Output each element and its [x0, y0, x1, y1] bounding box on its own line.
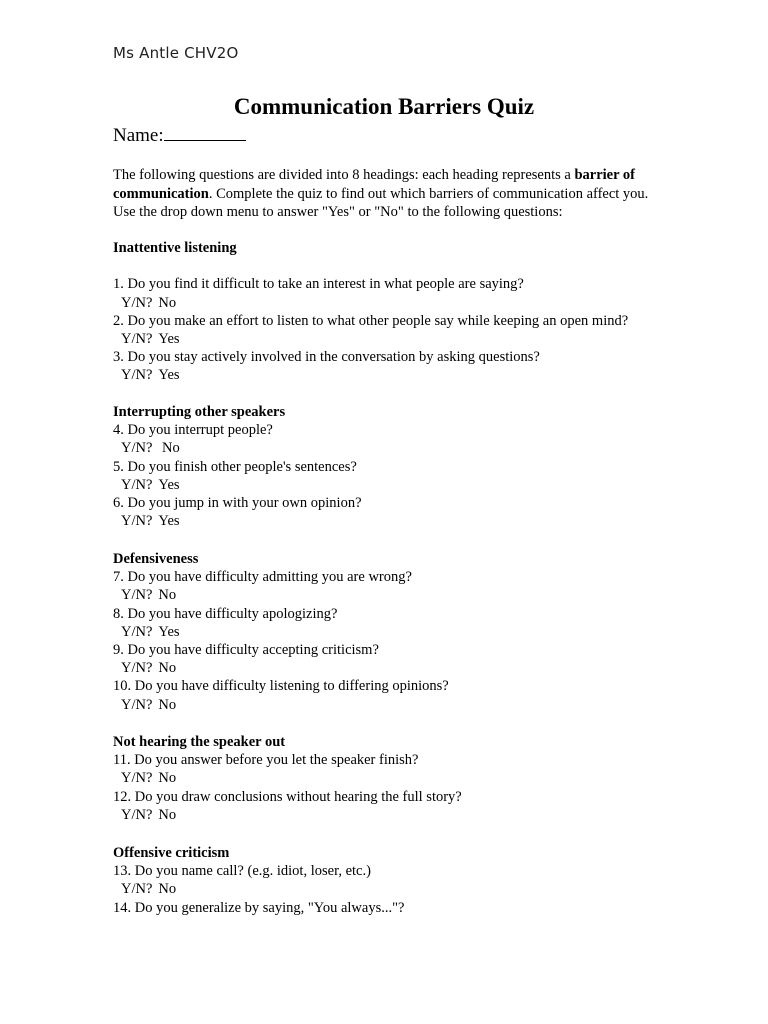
yn-label: Y/N?	[121, 660, 153, 677]
intro-paragraph	[113, 166, 673, 222]
section-heading: Defensiveness	[113, 551, 199, 567]
section-heading: Interrupting other speakers	[113, 404, 286, 420]
answer-dropdown[interactable]	[121, 367, 180, 384]
answer-dropdown[interactable]	[121, 770, 176, 787]
yn-label: Y/N?	[121, 440, 153, 457]
yn-label: Y/N?	[121, 696, 153, 713]
answer-value[interactable]: No	[158, 806, 177, 823]
answer-dropdown[interactable]	[121, 477, 180, 494]
answer-dropdown[interactable]	[121, 660, 176, 677]
name-label: Name:	[113, 125, 164, 146]
section-heading: Inattentive listening	[113, 240, 237, 256]
yn-label: Y/N?	[121, 331, 153, 347]
answer-dropdown[interactable]	[121, 513, 180, 530]
question-text: 7. Do you have difficulty admitting you are wrong?	[113, 569, 412, 586]
question-text: 5. Do you finish other people's sentences?	[113, 458, 357, 475]
yn-label: Y/N?	[121, 623, 153, 640]
answer-value[interactable]: Yes	[158, 513, 180, 530]
question-text: 1. Do you find it difficult to take an interest in what people are saying?	[113, 276, 524, 293]
answer-dropdown[interactable]	[121, 587, 176, 604]
answer-dropdown[interactable]	[121, 881, 176, 898]
answer-dropdown[interactable]	[121, 295, 176, 312]
question-text: 6. Do you jump in with your own opinion?	[113, 495, 362, 511]
question-text: 4. Do you interrupt people?	[113, 422, 273, 439]
question-text: 3. Do you stay actively involved in the conversation by asking questions?	[113, 349, 540, 366]
answer-dropdown[interactable]	[121, 331, 180, 348]
name-field[interactable]	[113, 124, 246, 147]
answer-value[interactable]: No	[158, 440, 180, 457]
page-title: Communication Barriers Quiz	[233, 94, 535, 119]
intro-text-1: The following questions are divided into 8 headings: each heading represents a	[113, 167, 575, 183]
answer-dropdown[interactable]	[121, 440, 180, 457]
yn-label: Y/N?	[121, 770, 153, 787]
answer-value[interactable]: Yes	[158, 623, 180, 640]
answer-value[interactable]: No	[158, 881, 177, 898]
answer-dropdown[interactable]	[121, 697, 176, 714]
question-text: 12. Do you draw conclusions without hearing the full story?	[113, 788, 462, 805]
yn-label: Y/N?	[121, 881, 153, 898]
answer-value[interactable]: No	[158, 770, 177, 787]
answer-value[interactable]: Yes	[158, 331, 180, 347]
answer-value[interactable]: No	[158, 660, 177, 677]
question-text: 8. Do you have difficulty apologizing?	[113, 605, 338, 622]
yn-label: Y/N?	[121, 513, 153, 530]
question-text: 13. Do you name call? (e.g. idiot, loser, etc.)	[113, 863, 371, 880]
section-heading: Not hearing the speaker out	[113, 734, 286, 750]
intro-text-2: . Complete the quiz to find out which barriers of communication affect you. Use the drop down menu to answer "Yes" or "No" to the following questions:	[113, 185, 649, 220]
question-text: 14. Do you generalize by saying, "You always..."?	[113, 899, 405, 916]
answer-value[interactable]: No	[158, 587, 177, 604]
yn-label: Y/N?	[121, 367, 153, 384]
question-text: 11. Do you answer before you let the speaker finish?	[113, 752, 419, 769]
question-text: 10. Do you have difficulty listening to differing opinions?	[113, 678, 449, 695]
yn-label: Y/N?	[121, 476, 153, 493]
section-heading: Offensive criticism	[113, 845, 230, 861]
intro-bold: barrier of communication	[113, 167, 635, 202]
answer-dropdown[interactable]	[121, 807, 176, 824]
yn-label: Y/N?	[121, 294, 153, 311]
name-blank[interactable]	[164, 124, 246, 141]
question-text: 2. Do you make an effort to listen to what other people say while keeping an open mind?	[113, 312, 629, 329]
answer-value[interactable]: Yes	[158, 367, 180, 384]
answer-value[interactable]: No	[158, 294, 177, 311]
question-text: 9. Do you have difficulty accepting criticism?	[113, 642, 379, 658]
answer-dropdown[interactable]	[121, 624, 180, 641]
yn-label: Y/N?	[121, 806, 153, 823]
answer-value[interactable]: No	[158, 696, 177, 713]
header-note: Ms Antle CHV2O	[113, 44, 239, 62]
answer-value[interactable]: Yes	[158, 476, 180, 493]
yn-label: Y/N?	[121, 587, 153, 604]
